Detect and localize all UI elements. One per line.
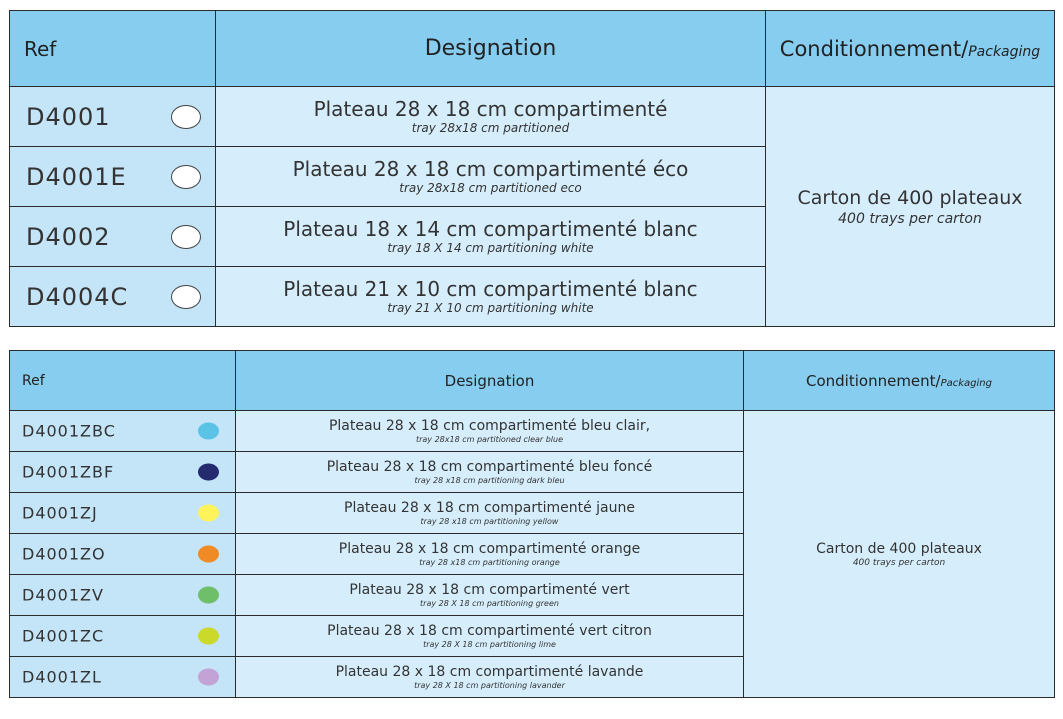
ref-cell <box>10 452 236 493</box>
designation-fr: Plateau 28 x 18 cm compartimenté vert citron <box>327 622 652 639</box>
product-ref: D4001ZV <box>22 585 104 605</box>
header-packaging-italic: Packaging <box>940 377 992 389</box>
packaging-fr: Carton de 400 plateaux <box>816 540 982 557</box>
designation-fr: Plateau 28 x 18 cm compartimenté bleu foncé <box>326 458 653 475</box>
ref-cell <box>10 534 236 575</box>
designation-fr: Plateau 18 x 14 cm compartimenté blanc <box>283 216 698 241</box>
product-ref: D4001E <box>26 162 127 191</box>
product-ref: D4001ZL <box>22 667 102 687</box>
packaging-cell <box>766 87 1055 327</box>
designation-cell <box>236 411 744 452</box>
designation-en: tray 21 X 10 cm partitioning white <box>387 300 594 315</box>
designation-fr: Plateau 28 x 18 cm compartimenté <box>313 96 668 121</box>
designation-en: tray 28 x18 cm partitioning yellow <box>420 516 559 526</box>
ref-cell <box>10 411 236 452</box>
color-swatch-icon <box>198 669 219 686</box>
designation-en: tray 28 x18 cm partitioning orange <box>419 557 560 567</box>
header-ref: Ref <box>10 351 236 411</box>
product-ref: D4002 <box>26 222 111 251</box>
designation-cell <box>216 207 766 267</box>
designation-en: tray 28x18 cm partitioned eco <box>399 180 582 195</box>
designation-cell <box>236 534 744 575</box>
packaging-en: 400 trays per carton <box>838 210 982 227</box>
designation-en: tray 28x18 cm partitioned clear blue <box>415 434 564 444</box>
designation-cell <box>236 493 744 534</box>
ref-cell <box>10 657 236 698</box>
table-header-row <box>10 351 1055 411</box>
color-swatch-icon <box>171 285 201 309</box>
designation-en: tray 28 X 18 cm partitioning green <box>420 598 559 608</box>
header-packaging-label: Conditionnement/ <box>806 371 941 390</box>
packaging-fr: Carton de 400 plateaux <box>797 186 1023 209</box>
designation-cell <box>236 616 744 657</box>
color-swatch-icon <box>171 165 201 189</box>
header-packaging <box>744 351 1055 411</box>
designation-fr: Plateau 28 x 18 cm compartimenté lavande <box>335 663 644 680</box>
product-ref: D4001ZBC <box>22 421 116 441</box>
ref-cell <box>10 493 236 534</box>
designation-cell <box>236 452 744 493</box>
product-ref: D4001ZC <box>22 626 105 646</box>
designation-fr: Plateau 28 x 18 cm compartimenté jaune <box>344 499 635 516</box>
header-designation: Designation <box>236 351 744 411</box>
table-row <box>10 411 1055 452</box>
product-ref: D4004C <box>26 282 129 311</box>
designation-en: tray 18 X 14 cm partitioning white <box>387 240 594 255</box>
designation-en: tray 28x18 cm partitioned <box>411 120 570 135</box>
product-ref: D4001ZO <box>22 544 106 564</box>
header-ref: Ref <box>10 11 216 87</box>
designation-fr: Plateau 28 x 18 cm compartimenté bleu clair, <box>328 417 651 434</box>
designation-fr: Plateau 28 x 18 cm compartimenté éco <box>292 156 689 181</box>
product-table-colored <box>9 350 1055 698</box>
packaging-cell <box>744 411 1055 698</box>
packaging-en: 400 trays per carton <box>852 557 946 568</box>
designation-cell <box>216 147 766 207</box>
color-swatch-icon <box>198 464 219 481</box>
designation-en: tray 28 x18 cm partitioning dark bleu <box>414 475 565 485</box>
header-packaging <box>766 11 1055 87</box>
ref-cell <box>10 207 216 267</box>
color-swatch-icon <box>198 628 219 645</box>
product-ref: D4001 <box>26 102 111 131</box>
designation-cell <box>216 267 766 327</box>
designation-en: tray 28 X 18 cm partitioning lime <box>423 639 556 649</box>
product-ref: D4001ZBF <box>22 462 115 482</box>
color-swatch-icon <box>198 587 219 604</box>
header-packaging-label: Conditionnement/ <box>779 36 969 61</box>
header-designation: Designation <box>216 11 766 87</box>
color-swatch-icon <box>171 105 201 129</box>
header-packaging-italic: Packaging <box>968 43 1041 60</box>
color-swatch-icon <box>198 423 219 440</box>
designation-fr: Plateau 28 x 18 cm compartimenté orange <box>338 540 641 557</box>
table-header-row <box>10 11 1055 87</box>
ref-cell <box>10 87 216 147</box>
product-ref: D4001ZJ <box>22 503 98 523</box>
ref-cell <box>10 616 236 657</box>
color-swatch-icon <box>198 546 219 563</box>
color-swatch-icon <box>171 225 201 249</box>
ref-cell <box>10 267 216 327</box>
designation-cell <box>216 87 766 147</box>
table-row <box>10 87 1055 147</box>
designation-cell <box>236 575 744 616</box>
ref-cell <box>10 147 216 207</box>
designation-fr: Plateau 28 x 18 cm compartimenté vert <box>349 581 630 598</box>
product-table-white <box>9 10 1055 327</box>
designation-fr: Plateau 21 x 10 cm compartimenté blanc <box>283 276 698 301</box>
ref-cell <box>10 575 236 616</box>
designation-cell <box>236 657 744 698</box>
designation-en: tray 28 X 18 cm partitioning lavander <box>414 680 565 690</box>
color-swatch-icon <box>198 505 219 522</box>
